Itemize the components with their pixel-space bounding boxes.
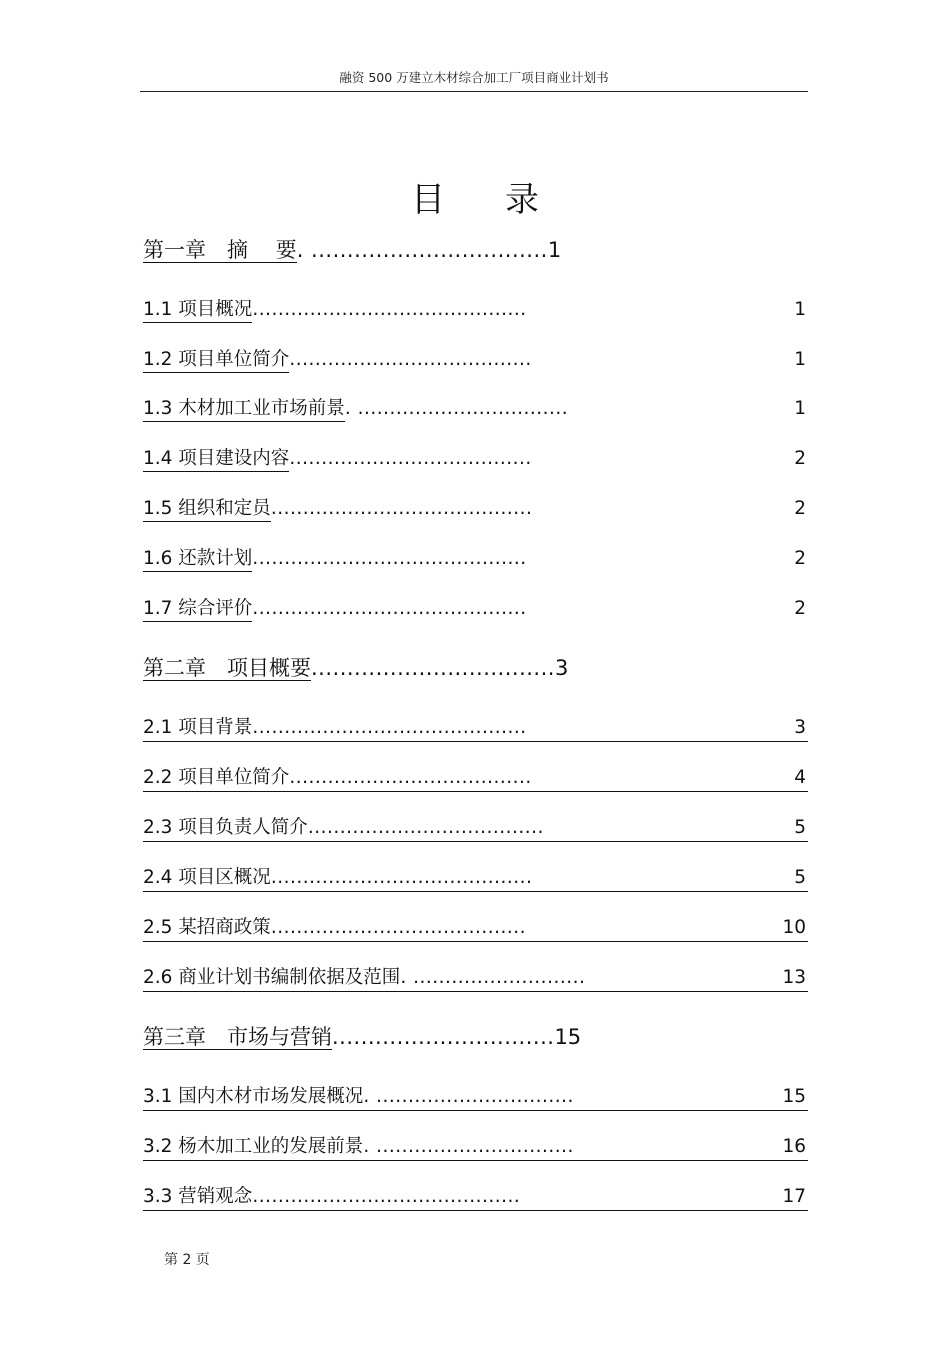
toc-section-entry[interactable] — [143, 1185, 808, 1211]
toc-page-number: 2 — [794, 548, 806, 569]
toc-leader-dots: . ............................... — [363, 1086, 574, 1107]
toc-entry-label: 2.6 商业计划书编制依据及范围 — [143, 967, 401, 988]
toc-leader-dots: ...................................... — [289, 767, 532, 788]
toc-page-number: 10 — [782, 917, 806, 938]
toc-chapter-entry[interactable] — [143, 1025, 808, 1055]
toc-page-number: 15 — [782, 1086, 806, 1107]
toc-section-entry[interactable] — [143, 1135, 808, 1161]
toc-section-entry[interactable] — [143, 397, 808, 427]
toc-entry-label: 3.3 营销观念 — [143, 1186, 253, 1207]
toc-page-number: 1 — [794, 299, 806, 320]
toc-section-entry[interactable] — [143, 348, 808, 378]
toc-leader-dots: . ........................... — [400, 967, 586, 988]
toc-entry-label: 2.5 某招商政策 — [143, 917, 271, 938]
toc-page-number: 2 — [794, 448, 806, 469]
toc-section-entry[interactable] — [143, 447, 808, 477]
toc-page-number: 4 — [794, 767, 806, 788]
toc-section-entry[interactable] — [143, 1085, 808, 1111]
toc-section-entry[interactable] — [143, 716, 808, 742]
toc-section-entry[interactable] — [143, 966, 808, 992]
toc-section-entry[interactable] — [143, 916, 808, 942]
toc-entry-label: 第三章 市场与营销 — [143, 1025, 332, 1049]
toc-chapter-entry[interactable] — [143, 238, 808, 268]
toc-leader-dots: ..................................... — [307, 817, 544, 838]
toc-leader-dots: ...................................... — [289, 349, 532, 370]
toc-entry-label: 1.1 项目概况 — [143, 298, 252, 323]
toc-leader-dots: . ................................. — [296, 238, 548, 262]
toc-page-number: 3 — [554, 656, 569, 680]
toc-entry-label: 1.5 组织和定员 — [143, 497, 271, 522]
toc-page-number: 16 — [782, 1136, 806, 1157]
toc-section-entry[interactable] — [143, 866, 808, 892]
toc-entry-label: 1.3 木材加工业市场前景 — [143, 397, 345, 422]
toc-entry-label: 2.2 项目单位简介 — [143, 767, 290, 788]
toc-entry-label: 2.4 项目区概况 — [143, 867, 271, 888]
toc-section-entry[interactable] — [143, 497, 808, 527]
toc-section-entry[interactable] — [143, 766, 808, 792]
toc-page-number: 15 — [554, 1025, 582, 1049]
toc-entry-label: 第二章 项目概要 — [143, 656, 311, 680]
toc-section-entry[interactable] — [143, 816, 808, 842]
toc-leader-dots: ........................................... — [252, 717, 527, 738]
toc-page-number: 2 — [794, 598, 806, 619]
header-rule — [140, 91, 808, 92]
toc-entry-label: 1.2 项目单位简介 — [143, 348, 289, 373]
toc-title: 目录 — [411, 180, 599, 220]
toc-leader-dots: ........................................... — [252, 598, 527, 619]
toc-leader-dots: ........................................ — [270, 917, 527, 938]
toc-entry-label: 1.4 项目建设内容 — [143, 447, 289, 472]
toc-entry-label: 1.7 综合评价 — [143, 597, 252, 622]
toc-entry-label: 2.1 项目背景 — [143, 717, 253, 738]
toc-leader-dots: ......................................... — [270, 498, 533, 519]
toc-chapter-entry[interactable] — [143, 656, 808, 686]
toc-entry-label: 3.1 国内木材市场发展概况 — [143, 1086, 364, 1107]
toc-section-entry[interactable] — [143, 298, 808, 328]
toc-section-entry[interactable] — [143, 597, 808, 627]
toc-leader-dots: . ............................... — [363, 1136, 574, 1157]
running-header: 融资 500 万建立木材综合加工厂项目商业计划书 — [339, 70, 609, 85]
toc-page-number: 17 — [782, 1186, 806, 1207]
toc-leader-dots: . ................................. — [344, 398, 569, 419]
toc-leader-dots: ...................................... — [289, 448, 532, 469]
toc-page-number: 3 — [794, 717, 806, 738]
toc-leader-dots: .................................. — [311, 656, 555, 680]
toc-entry-label: 2.3 项目负责人简介 — [143, 817, 308, 838]
toc-leader-dots: ......................................... — [270, 867, 533, 888]
toc-page-number: 2 — [794, 498, 806, 519]
toc-section-entry[interactable] — [143, 547, 808, 577]
toc-entry-label: 1.6 还款计划 — [143, 547, 252, 572]
toc-page-number: 5 — [794, 817, 806, 838]
toc-page-number: 1 — [794, 398, 806, 419]
toc-leader-dots: ........................................... — [252, 548, 527, 569]
toc-entry-label: 3.2 杨木加工业的发展前景 — [143, 1136, 364, 1157]
toc-page-number: 5 — [794, 867, 806, 888]
toc-entry-label: 第一章 摘 要 — [143, 238, 297, 262]
toc-page-number: 1 — [547, 238, 562, 262]
page-number: 第 2 页 — [164, 1252, 210, 1268]
toc-leader-dots: ........................................... — [252, 299, 527, 320]
toc-leader-dots: .......................................... — [252, 1186, 521, 1207]
toc-page-number: 13 — [782, 967, 806, 988]
toc-page-number: 1 — [794, 349, 806, 370]
toc-leader-dots: ............................... — [332, 1025, 555, 1049]
